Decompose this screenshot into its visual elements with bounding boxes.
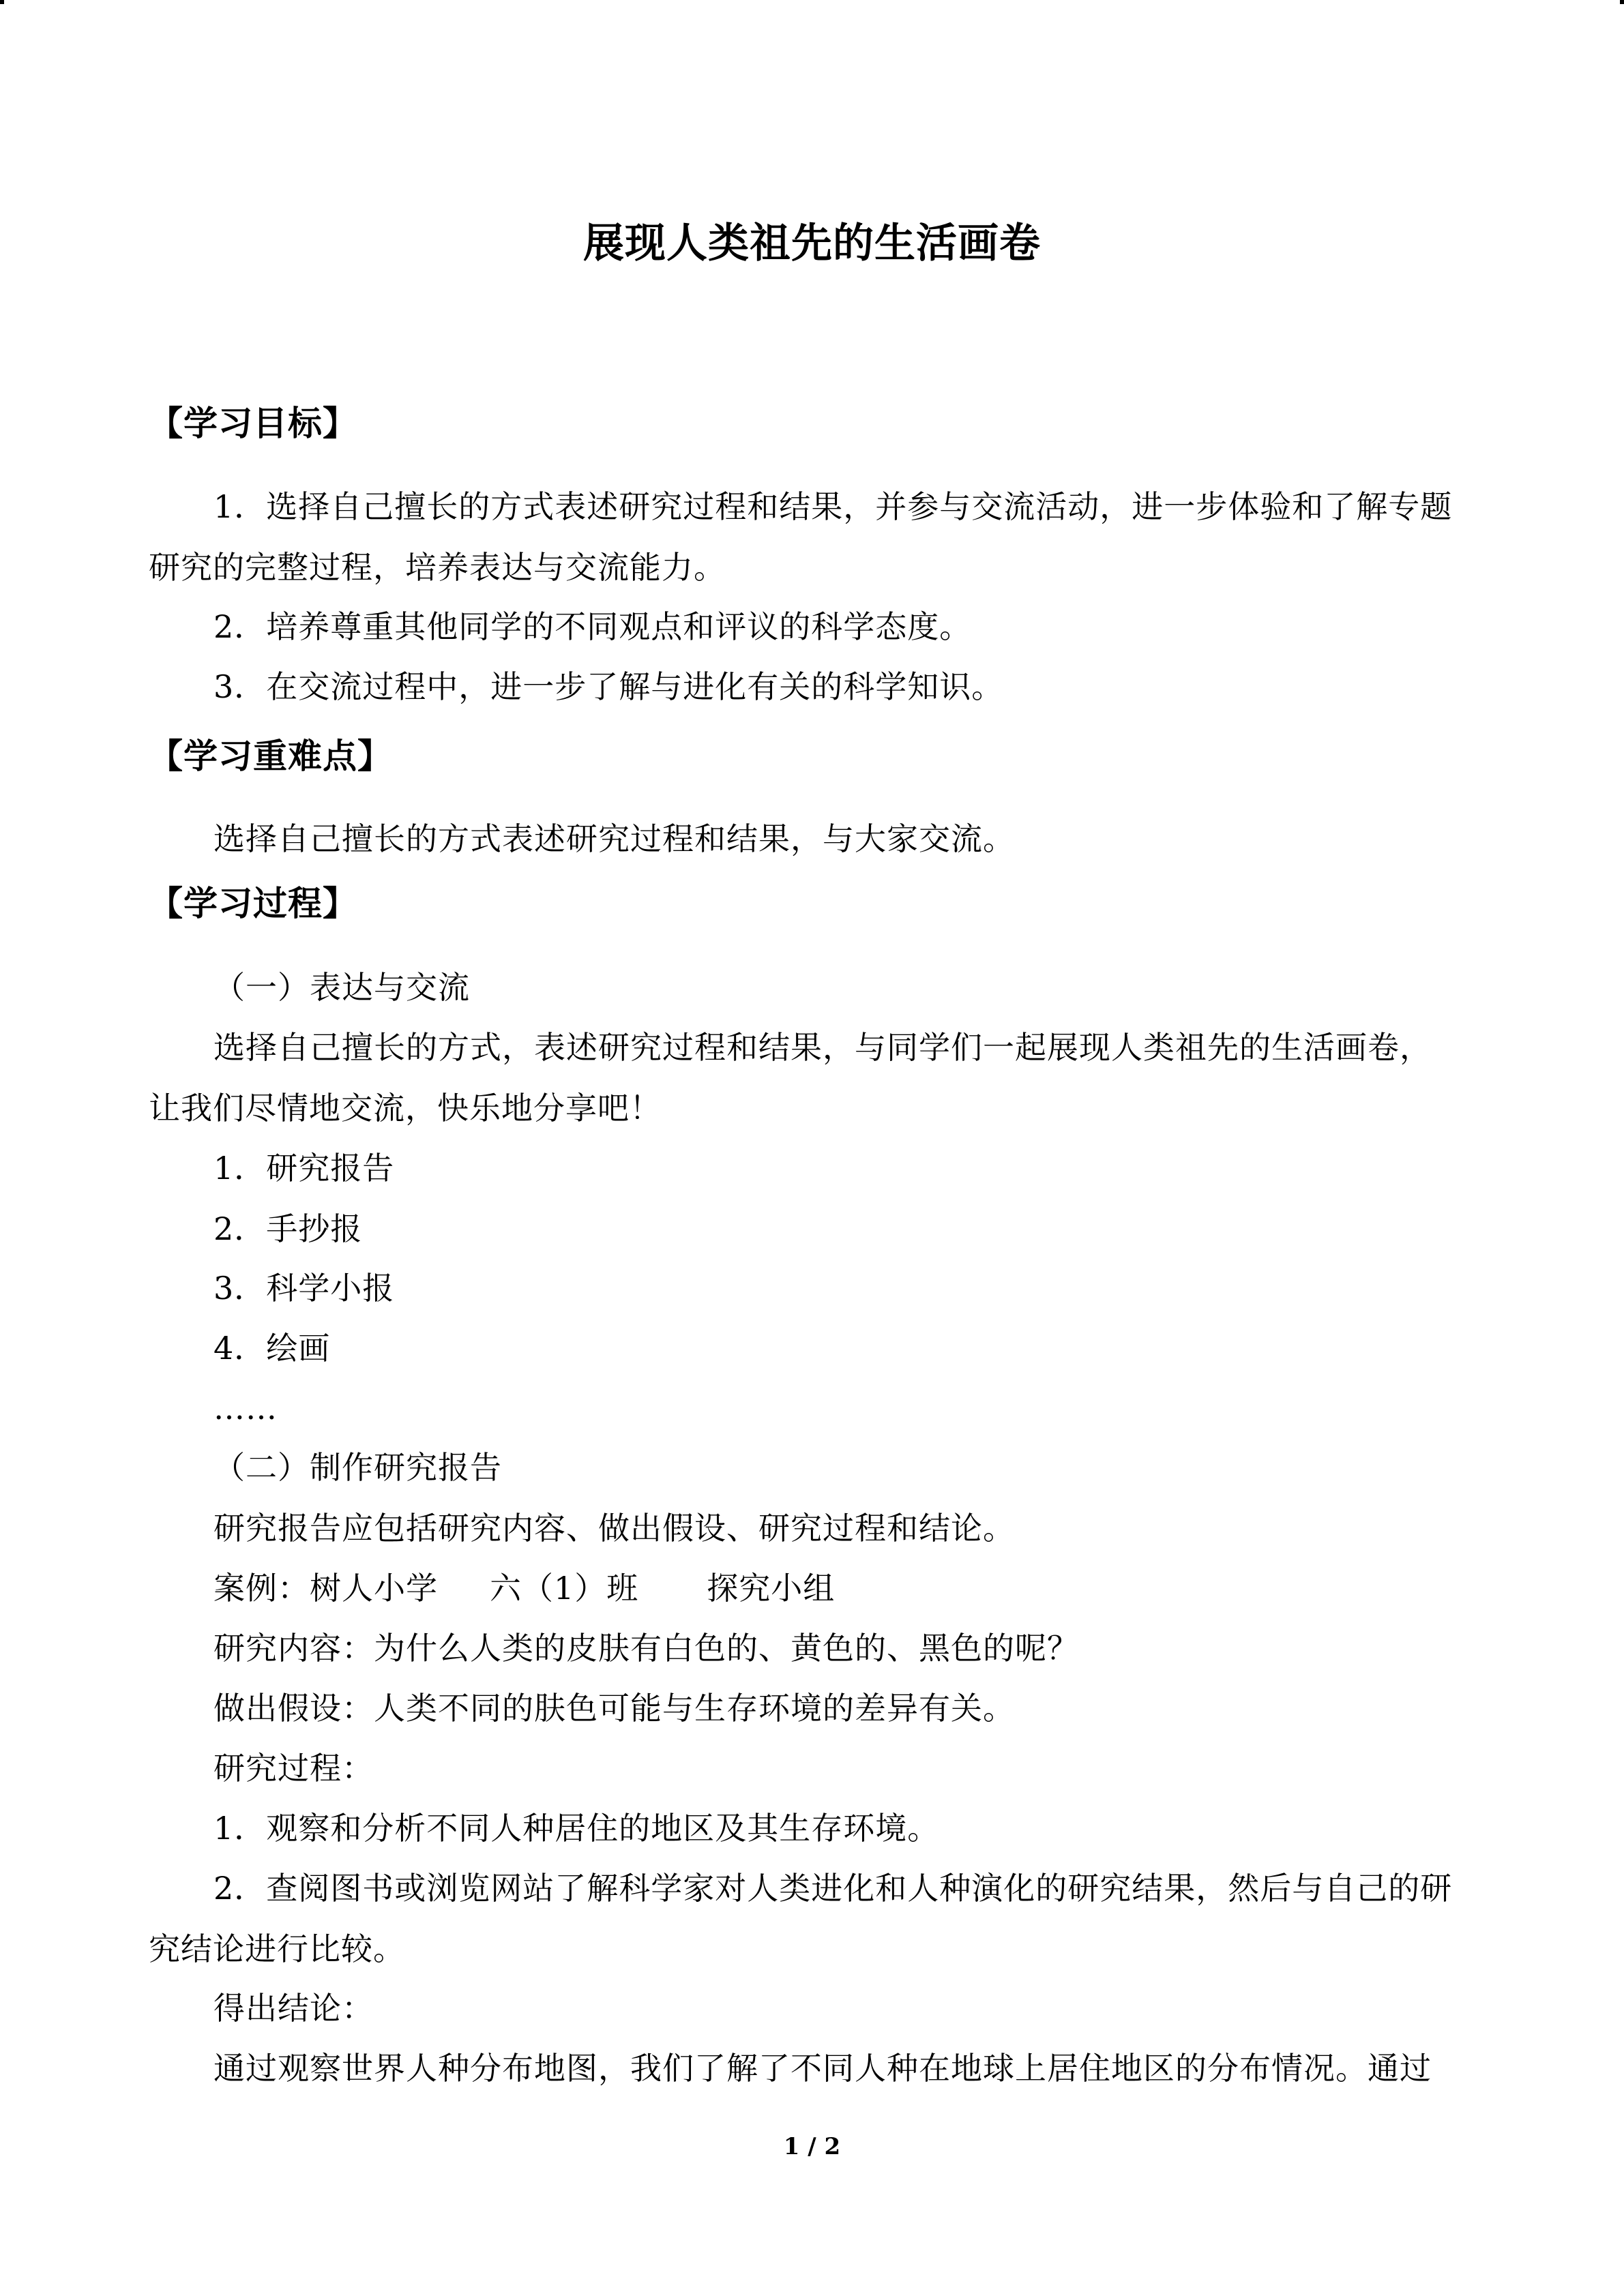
- research-content: 研究内容：为什么人类的皮肤有白色的、黄色的、黑色的呢？: [213, 1630, 1079, 1667]
- page-title: 展现人类祖先的生活画卷: [583, 220, 1041, 267]
- conclusion-line-1: 通过观察世界人种分布地图，我们了解了不同人种在地球上居住地区的分布情况。通过: [213, 2050, 1432, 2087]
- case-line: [213, 1564, 835, 1612]
- page-number: 1 / 2: [783, 2133, 841, 2160]
- process-step-2-line-1: 2．查阅图书或浏览网站了解科学家对人类进化和人种演化的研究结果，然后与自己的研: [213, 1870, 1453, 1907]
- case-group: 探究小组: [707, 1570, 836, 1607]
- case-class: 六（1）班: [490, 1570, 639, 1607]
- part1-title: （一）表达与交流: [213, 969, 470, 1006]
- case-school: 案例：树人小学: [213, 1570, 438, 1607]
- list-item: 1．研究报告: [213, 1150, 395, 1187]
- list-item: 4．绘画: [213, 1330, 331, 1367]
- page-corner-mark: [0, 0, 4, 4]
- part1-line-1: 选择自己擅长的方式，表述研究过程和结果，与同学们一起展现人类祖先的生活画卷，: [213, 1029, 1432, 1066]
- goal-item-3: 3．在交流过程中，进一步了解与进化有关的科学知识。: [213, 668, 1004, 705]
- part2-title: （二）制作研究报告: [213, 1449, 502, 1486]
- section-heading-process: 【学习过程】: [149, 883, 357, 923]
- goal-item-1-line-1: 1．选择自己擅长的方式表述研究过程和结果，并参与交流活动，进一步体验和了解专题: [213, 488, 1453, 525]
- process-label: 研究过程：: [213, 1750, 374, 1787]
- list-ellipsis: ……: [213, 1390, 278, 1427]
- hypothesis: 做出假设：人类不同的肤色可能与生存环境的差异有关。: [213, 1690, 1015, 1727]
- list-item: 2．手抄报: [213, 1210, 363, 1247]
- conclusion-label: 得出结论：: [213, 1990, 374, 2027]
- goal-item-1-line-2: 研究的完整过程，培养表达与交流能力。: [149, 549, 726, 586]
- process-step-1: 1．观察和分析不同人种居住的地区及其生存环境。: [213, 1810, 940, 1847]
- part1-line-2: 让我们尽情地交流，快乐地分享吧！: [149, 1090, 662, 1127]
- process-step-2-line-2: 究结论进行比较。: [149, 1930, 405, 1967]
- key-points-text: 选择自己擅长的方式表述研究过程和结果，与大家交流。: [213, 820, 1015, 857]
- page-corner-mark: [1620, 0, 1624, 4]
- list-item: 3．科学小报: [213, 1270, 395, 1307]
- goal-item-2: 2．培养尊重其他同学的不同观点和评议的科学态度。: [213, 608, 972, 645]
- section-heading-key-points: 【学习重难点】: [149, 736, 392, 776]
- part2-intro: 研究报告应包括研究内容、做出假设、研究过程和结论。: [213, 1510, 1015, 1547]
- section-heading-goals: 【学习目标】: [149, 403, 357, 443]
